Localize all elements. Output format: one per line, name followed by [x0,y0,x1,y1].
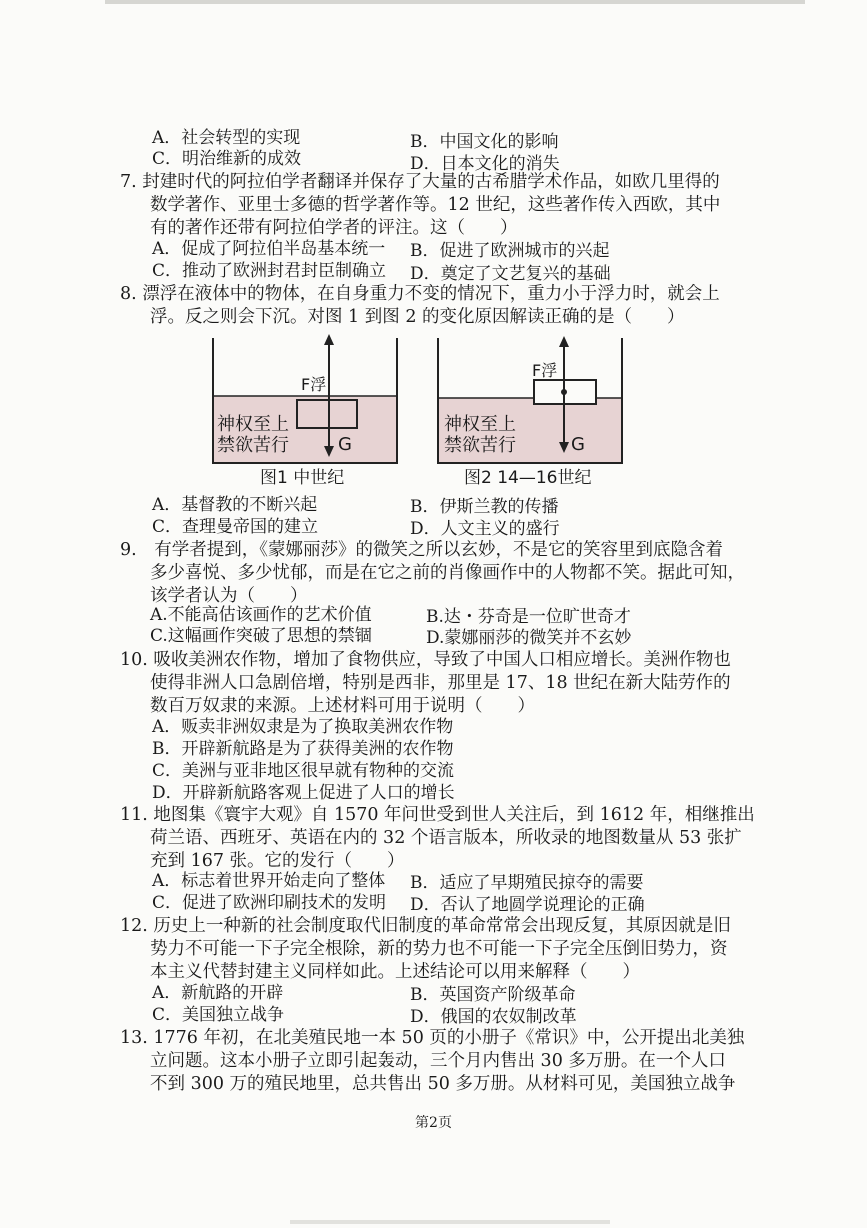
q8-option-a: A．基督教的不断兴起 [152,495,318,515]
q6-option-a: A．社会转型的实现 [152,128,301,148]
q10-stem-line1: 10. 吸收美洲农作物，增加了食物供应，导致了中国人口相应增长。美洲作物也 [120,650,731,670]
figure-2-text-line2: 禁欲苦行 [444,435,516,456]
q8-option-d: D．人文主义的盛行 [410,519,560,539]
q9-stem-line1: 9. 有学者提到，《蒙娜丽莎》的微笑之所以玄妙，不是它的笑容里到底隐含着 [120,540,723,560]
q10-option-c: C．美洲与亚非地区很早就有物种的交流 [152,761,455,781]
q10-option-d: D．开辟新航路客观上促进了人口的增长 [152,783,455,803]
q12-stem-line2: 势力不可能一下子完全根除，新的势力也不可能一下子完全压倒旧势力，资 [150,939,728,959]
q9-option-a: A.不能高估该画作的艺术价值 [150,605,372,625]
q11-option-b: B．适应了早期殖民掠夺的需要 [410,873,644,893]
q12-option-c: C．美国独立战争 [152,1005,285,1025]
q12-option-b: B．英国资产阶级革命 [410,985,576,1005]
q7-option-a: A．促成了阿拉伯半岛基本统一 [152,239,386,259]
q12-stem-line1: 12. 历史上一种新的社会制度取代旧制度的革命常常会出现反复，其原因就是旧 [120,916,731,936]
q7-stem-line3: 有的著作还带有阿拉伯学者的评注。这（ ） [150,218,518,238]
q10-option-a: A．贩卖非洲奴隶是为了换取美洲农作物 [152,717,454,737]
q8-stem-line2: 浮。反之则会下沉。对图 1 到图 2 的变化原因解读正确的是（ ） [150,307,685,327]
q7-option-b: B．促进了欧洲城市的兴起 [410,241,610,261]
scan-edge-bottom [290,1220,610,1224]
figure-2 [430,330,630,488]
q13-stem-line2: 立问题。这本小册子立即引起轰动，三个月内售出 30 多万册。在一个人口 [150,1051,726,1071]
q9-option-b: B.达・芬奇是一位旷世奇才 [426,607,631,627]
q8-option-b: B．伊斯兰教的传播 [410,497,559,517]
q11-option-d: D．否认了地圆学说理论的正确 [410,895,645,915]
q13-stem-line1: 13. 1776 年初，在北美殖民地一本 50 页的小册子《常识》中，公开提出北美独 [120,1028,745,1048]
figure-2-force-label: F浮 [532,361,558,380]
scan-edge-top [105,0,805,4]
figure-1-buoyancy-arrowhead [324,334,334,345]
figure-2-buoyancy-arrowhead [559,336,569,347]
q7-option-d: D．奠定了文艺复兴的基础 [410,264,611,284]
figure-1-force-label: F浮 [301,375,327,394]
q12-stem-line3: 本主义代替封建主义同样如此。上述结论可以用来解释（ ） [150,962,640,982]
q10-stem-line3: 数百万奴隶的来源。上述材料可用于说明（ ） [150,696,535,716]
q11-option-a: A．标志着世界开始走向了整体 [152,871,386,891]
q9-stem-line2: 多少喜悦、多少忧郁，而是在它之前的肖像画作中的人物都不笑。据此可知， [150,563,745,583]
q7-option-c: C．推动了欧洲封君封臣制确立 [152,261,387,281]
q7-stem-line2: 数学著作、亚里士多德的哲学著作等。12 世纪，这些著作传入西欧，其中 [150,195,721,215]
figure-1-text-line2: 禁欲苦行 [217,435,289,456]
q8-stem-line1: 8. 漂浮在液体中的物体，在自身重力不变的情况下，重力小于浮力时，就会上 [120,284,720,304]
figure-2-caption: 图2 14—16世纪 [464,468,592,488]
figure-1-weight-label: G [338,434,352,455]
q9-option-d: D.蒙娜丽莎的微笑并不玄妙 [426,628,632,648]
q11-stem-line1: 11. 地图集《寰宇大观》自 1570 年问世受到世人关注后，到 1612 年，相继推出 [120,805,755,825]
q6-option-b: B．中国文化的影响 [410,132,559,152]
q10-option-b: B．开辟新航路是为了获得美洲的农作物 [152,739,454,759]
q11-stem-line2: 荷兰语、西班牙、英语在内的 32 个语言版本，所收录的地图数量从 53 张扩 [150,828,742,848]
figure-1-caption: 图1 中世纪 [260,468,345,488]
figure-1 [205,330,405,488]
q11-option-c: C．促进了欧洲印刷技术的发明 [152,893,387,913]
q12-option-a: A．新航路的开辟 [152,983,284,1003]
q10-stem-line2: 使得非洲人口急剧倍增，特别是西非，那里是 17、18 世纪在新大陆劳作的 [150,673,731,693]
q9-stem-line3: 该学者认为（ ） [150,586,308,606]
q8-option-c: C．查理曼帝国的建立 [152,517,319,537]
figure-1-text-line1: 神权至上 [217,414,289,435]
q11-stem-line3: 充到 167 张。它的发行（ ） [150,851,405,871]
q7-stem-line1: 7. 封建时代的阿拉伯学者翻译并保存了大量的古希腊学术作品，如欧几里得的 [120,172,720,192]
q12-option-d: D．俄国的农奴制改革 [410,1007,577,1027]
q13-stem-line3: 不到 300 万的殖民地里，总共售出 50 多万册。从材料可见，美国独立战争 [150,1074,736,1094]
figure-2-text-line1: 神权至上 [444,414,516,435]
q6-option-d: D．日本文化的消失 [410,154,560,174]
q9-option-c: C.这幅画作突破了思想的禁锢 [150,626,372,646]
figure-2-weight-label: G [571,434,585,455]
q6-option-c: C．明治维新的成效 [152,149,302,169]
page-number: 第2页 [415,1115,452,1131]
